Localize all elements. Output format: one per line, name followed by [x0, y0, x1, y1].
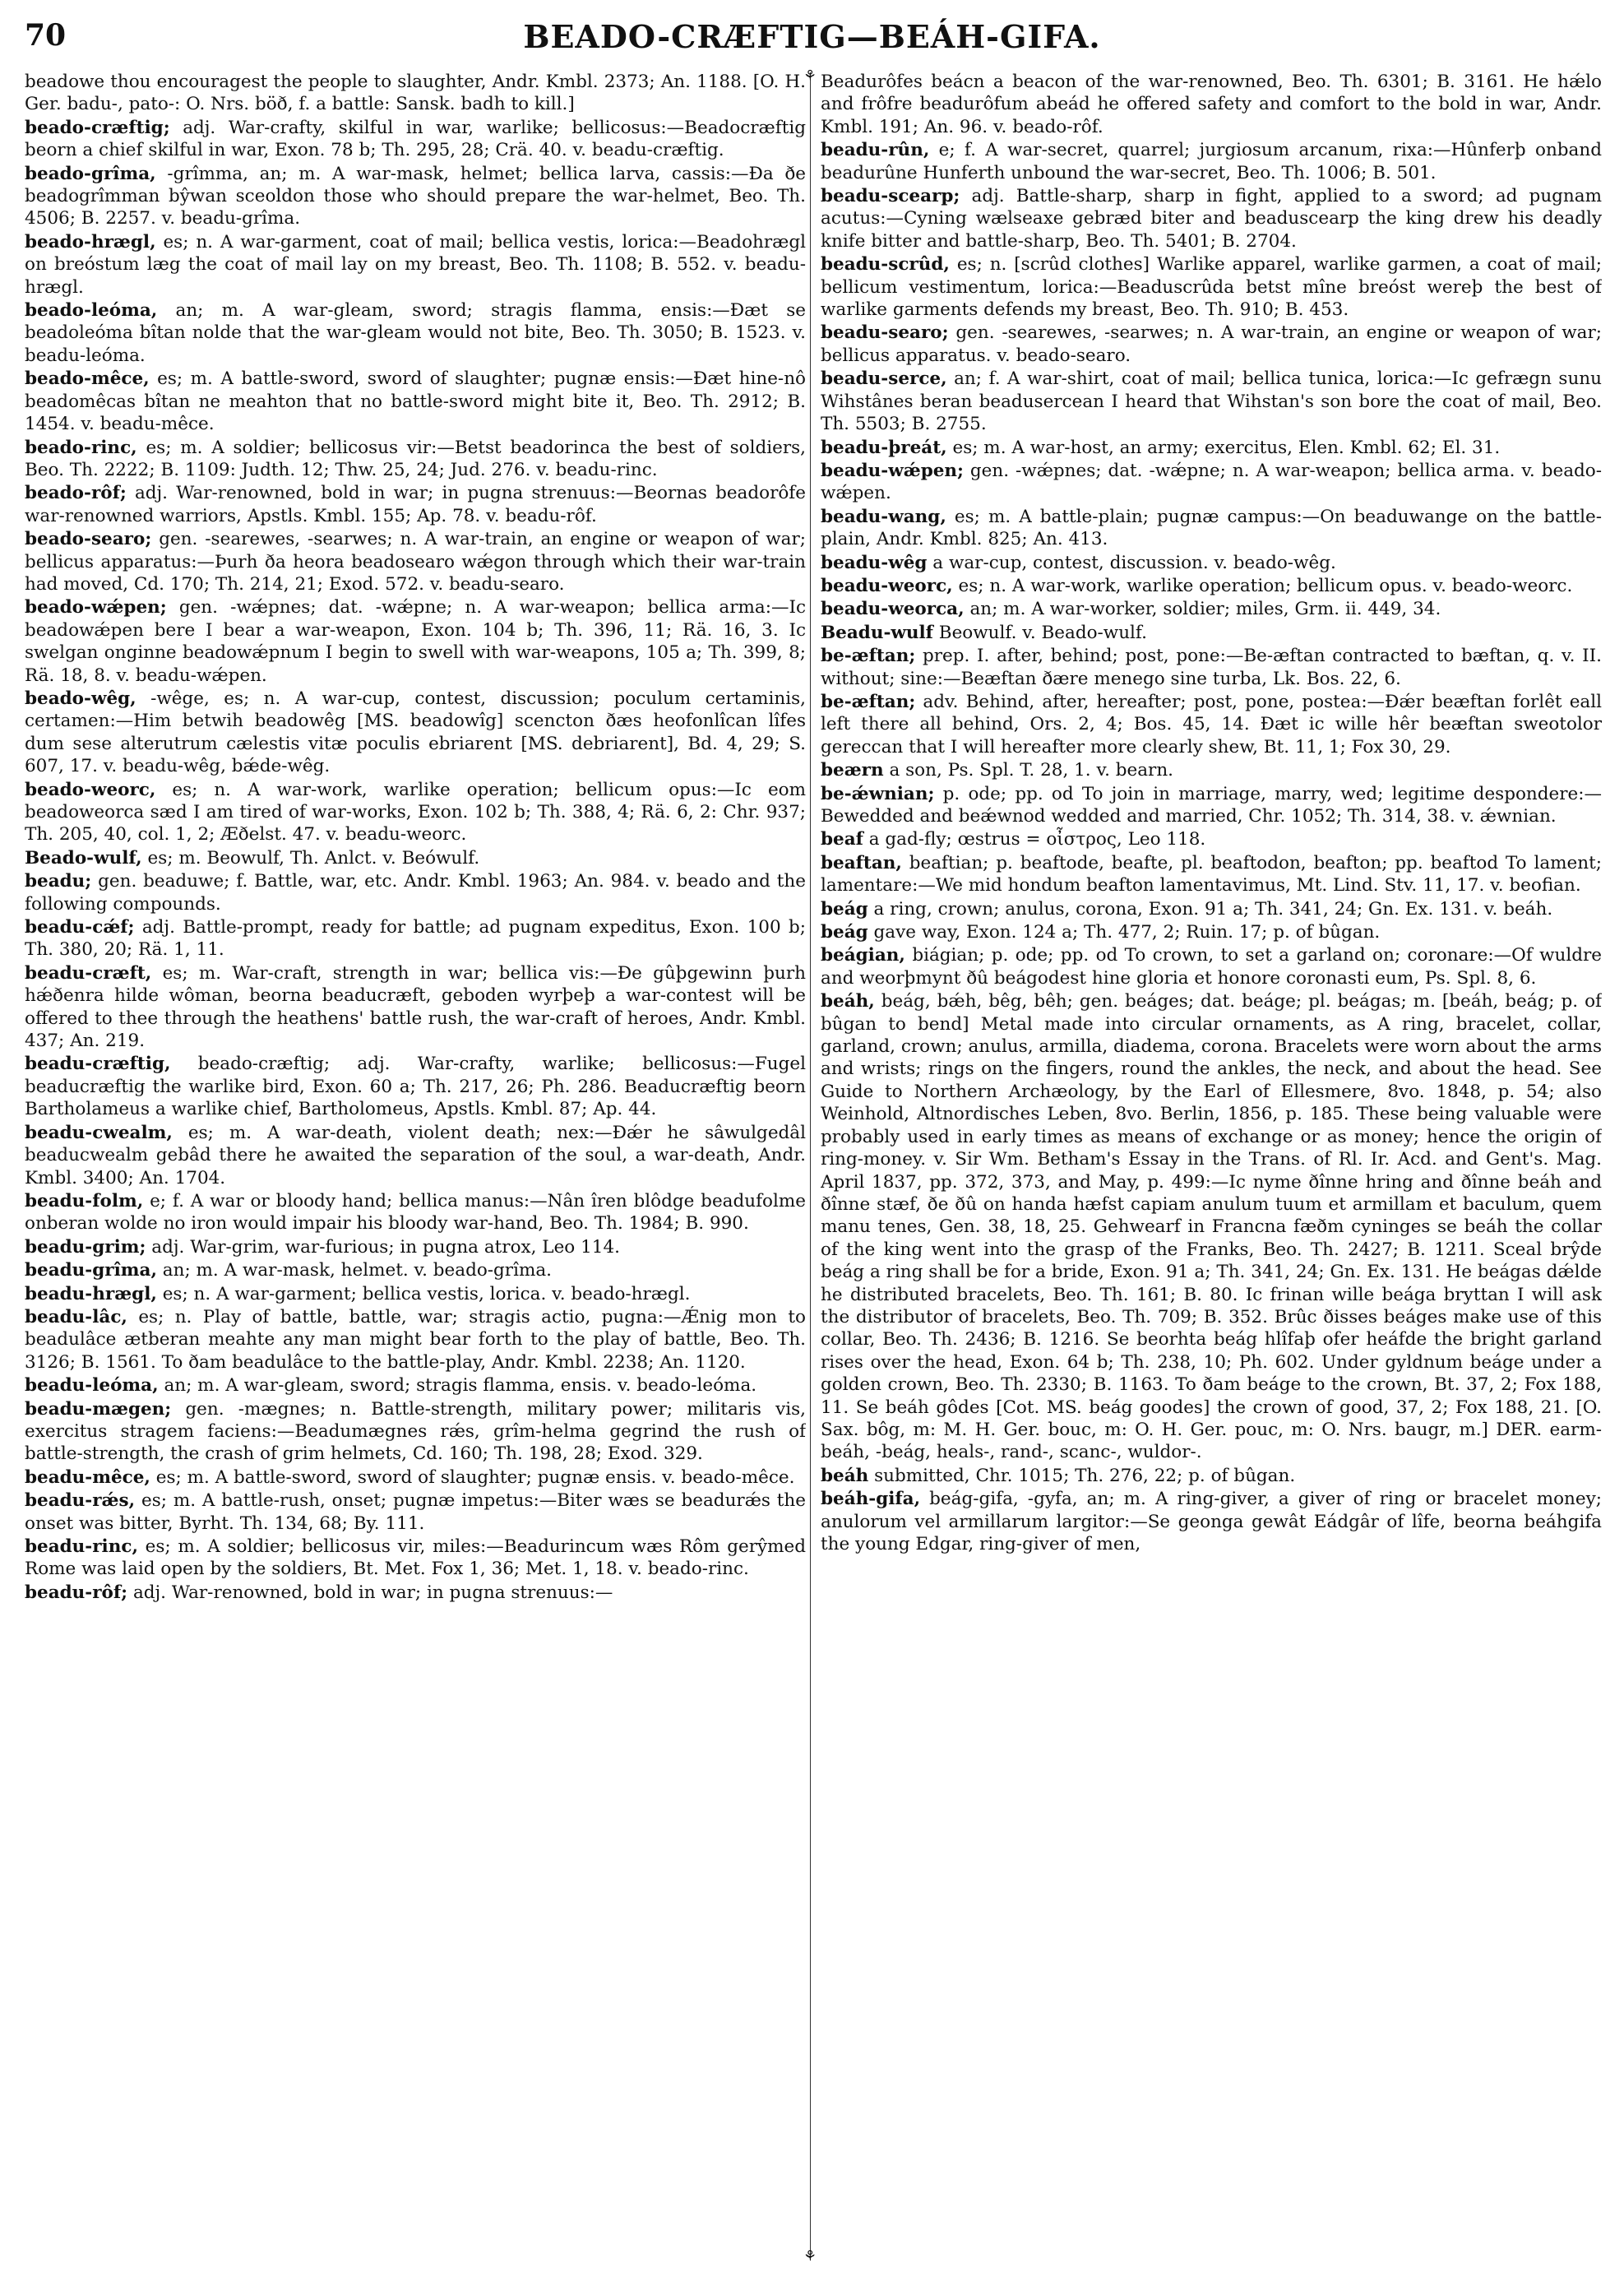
dictionary-entry	[821, 622, 1602, 644]
entry-definition: Beowulf. v. Beado-wulf.	[938, 622, 1147, 643]
dictionary-entry	[25, 1259, 806, 1281]
entry-headword: beaftan,	[821, 852, 902, 873]
dictionary-entry	[25, 688, 806, 778]
dictionary-entry	[25, 71, 806, 116]
page-header	[25, 18, 1599, 59]
dictionary-entry	[821, 645, 1602, 690]
entry-headword: be-ǽwnian;	[821, 783, 935, 804]
left-column	[25, 71, 806, 2242]
dictionary-entry	[25, 1536, 806, 1581]
entry-definition: a war-cup, contest, discussion. v. beado-wêg.	[932, 552, 1336, 573]
entry-headword: be-æftan;	[821, 691, 916, 712]
dictionary-entry	[821, 437, 1602, 459]
dictionary-entry	[25, 847, 806, 869]
entry-definition: gen. -wǽpnes; dat. -wǽpne; n. A war-weapon; bellica arma:—Ic beadowǽpen bere I bear a war-weapon, Exon. 104 b; Th. 396, 11; Rä. 16, 3. Ic swelgan onginne beadowǽpnum I begin to swell with war-weapons, 105 a; Th. 399, 8; Rä. 18, 8. v. beadu-wǽpen.	[25, 597, 806, 686]
dictionary-entry	[25, 1374, 806, 1397]
entry-definition: es; m. A soldier; bellicosus vir:—Betst beadorinca the best of soldiers, Beo. Th. 2222; B. 1109: Judth. 12; Thw. 25, 24; Jud. 276. v. beadu-rinc.	[25, 437, 806, 480]
dictionary-entry	[821, 71, 1602, 138]
dictionary-entry	[25, 1122, 806, 1189]
dictionary-entry	[821, 783, 1602, 828]
entry-definition: beág, bǽh, bêg, bêh; gen. beáges; dat. beáge; pl. beágas; m. [beáh, beág; p. of bûgan to bend] Metal made into circular ornaments, as A ring, bracelet, collar, garland, crown; anulus, armilla, diadema, corona. Bracelets were worn about the arms and wrists; rings on the fingers, round the ankles, the neck, and about the head. See Guide to Northern Archæology, by the Earl of Ellesmere, 8vo. 1848, p. 54; also Weinhold, Altnordisches Leben, 8vo. Berlin, 1856, p. 185. These being valuable were probably used in early times as means of exchange or as money; hence the origin of ring-money. v. Sir Wm. Betham's Essay in the Trans. of Rl. Ir. Acd. and Gent's. Mag. April 1837, pp. 372, 373, and May, p. 499:—Ic nyme ðînne hring and ðînne beáh and ðînne stæf, ðe ðû on handa hæfst capiam anulum tuum et armillam et baculum, quem manu tenes, Gen. 38, 18, 25. Gehwearf in Francna fæðm cyninges se beáh the collar of the king went into the grasp of the Franks, Beo. Th. 2427; B. 1211. Sceal brŷde beág a ring shall be for a bride, Exon. 91 a; Th. 341, 24; Gn. Ex. 131. He beágas dǽlde he distributed bracelets, Beo. Th. 161; B. 80. Ic frinan wille beága bryttan I will ask the distributor of bracelets, Beo. Th. 709; B. 352. Brûc ðisses beáges make use of this collar, Beo. Th. 2436; B. 1216. Se beorhta beág hlîfaþ ofer heáfde the bright garland rises over the head, Exon. 64 b; Th. 238, 10; Ph. 602. Under gyldnum beáge under a golden crown, Beo. Th. 2330; B. 1163. To ðam beáge to the crown, Bt. 37, 2; Fox 188, 11. Se beáh gôdes [Cot. MS. beág goodes] the crown of good, 37, 2; Fox 188, 21. [O. Sax. bôg, m: M. H. Ger. bouc, m: O. H. Ger. pouc, m: O. Nrs. baugr, m.] DER. earm-beáh, -beág, heals-, rand-, scanc-, wuldor-.	[821, 991, 1602, 1463]
entry-definition: adj. Battle-prompt, ready for battle; ad pugnam expeditus, Exon. 100 b; Th. 380, 20; Rä. 1, 11.	[25, 917, 806, 961]
entry-definition: e; f. A war-secret, quarrel; jurgiosum arcanum, rixa:—Hûnferþ onband beadurûne Hunferth unbound the war-secret, Beo. Th. 1006; B. 501.	[821, 140, 1602, 183]
entry-headword: beado-wêg,	[25, 688, 136, 709]
entry-headword: beadu-rinc,	[25, 1536, 138, 1557]
entry-headword: beado-wǽpen;	[25, 597, 167, 618]
entry-definition: a son, Ps. Spl. T. 28, 1. v. bearn.	[889, 760, 1174, 781]
entry-headword: beáh,	[821, 991, 875, 1012]
entry-definition: an; m. A war-mask, helmet. v. beado-grîma.	[162, 1260, 553, 1281]
entry-definition: biágian; p. ode; pp. od To crown, to set a garland on; coronare:—Of wuldre and weorþmynt ðû beágodest hine gloria et honore coronasti eum, Ps. Spl. 8, 6.	[821, 945, 1602, 989]
entry-headword: beadu-wǽpen;	[821, 460, 964, 481]
entry-definition: es; m. A battle-plain; pugnæ campus:—On beaduwange on the battle-plain, Andr. Kmbl. 825; An. 413.	[821, 506, 1602, 550]
entry-definition: an; f. A war-shirt, coat of mail; bellica tunica, lorica:—Ic gefrægn sunu Wihstânes beran beadusercean I heard that Wihstan's son bore the coat of mail, Beo. Th. 5503; B. 2755.	[821, 368, 1602, 435]
dictionary-entry	[821, 990, 1602, 1464]
dictionary-entry	[25, 596, 806, 687]
entry-headword: beadu-cwealm,	[25, 1122, 173, 1143]
dictionary-entry	[821, 368, 1602, 435]
dictionary-entry	[821, 460, 1602, 505]
entry-definition: adj. War-renowned, bold in war; in pugna strenuus:—	[132, 1582, 613, 1603]
ornament-top-icon: ⚘	[803, 67, 817, 85]
dictionary-entry	[25, 962, 806, 1053]
right-column	[821, 71, 1602, 2242]
dictionary-entry	[25, 163, 806, 230]
entry-definition: -grîmma, an; m. A war-mask, helmet; bellica larva, cassis:—Ða ðe beadogrîmman bŷwan sceoldon those who should prepare the war-helmet, Beo. Th. 4506; B. 2257. v. beadu-grîma.	[25, 163, 806, 229]
entry-headword: beadu-leóma,	[25, 1375, 159, 1397]
dictionary-entry	[25, 1236, 806, 1258]
entry-headword: beado-hrægl,	[25, 231, 156, 252]
dictionary-entry	[25, 870, 806, 915]
entry-headword: beadu-wang,	[821, 506, 946, 527]
entry-headword: be-æftan;	[821, 646, 916, 667]
entry-definition: adj. War-grim, war-furious; in pugna atrox, Leo 114.	[151, 1236, 620, 1258]
entry-headword: beág	[821, 898, 868, 920]
entry-definition: es; m. A battle-sword, sword of slaughter; pugnæ ensis:—Ðæt hine-nô beadomêcas bîtan ne meahton that no battle-sword might bite it, Beo. Th. 2912; B. 1454. v. beadu-mêce.	[25, 368, 806, 435]
entry-headword: beado-rinc,	[25, 437, 137, 458]
dictionary-entry	[25, 437, 806, 482]
entry-definition: es; n. A war-garment; bellica vestis, lorica. v. beado-hrægl.	[162, 1283, 691, 1304]
dictionary-entry	[821, 575, 1602, 597]
entry-definition: beado-cræftig; adj. War-crafty, warlike; bellicosus:—Fugel beaducræftig the warlike bird, Exon. 60 a; Th. 217, 26; Ph. 286. Beaducræftig beorn Bartholameus a warlike chief, Bartholomeus, Apstls. Kmbl. 87; Ap. 44.	[25, 1054, 806, 1120]
entry-headword: beadu-weorc,	[821, 575, 953, 596]
entry-headword: beadu-rûn,	[821, 140, 930, 161]
entry-definition: es; n. Play of battle, battle, war; stragis actio, pugna:—Ǽnig mon to beadulâce ætberan meahte any man might bear forth to the play of battle, Beo. Th. 3126; B. 1561. To ðam beadulâce to the battle-play, Andr. Kmbl. 2238; An. 1120.	[25, 1306, 806, 1373]
dictionary-entry	[25, 1398, 806, 1466]
entry-definition: adv. Behind, after, hereafter; post, pone, postea:—Ðǽr beæftan forlêt eall left there all behind, Ors. 2, 4; Bos. 45, 14. Ðæt ic wille hêr beæftan sweotolor gereccan that I will hereafter more clearly shew, Bt. 11, 1; Fox 30, 29.	[821, 691, 1602, 757]
ornament-bottom-icon: ⚘	[803, 2248, 817, 2265]
entry-headword: beadu-cræftig,	[25, 1054, 171, 1075]
dictionary-entry	[821, 322, 1602, 367]
dictionary-entry	[25, 368, 806, 435]
entry-definition: adj. War-crafty, skilful in war, warlike; bellicosus:—Beadocræftig beorn a chief skilful in war, Exon. 78 b; Th. 295, 28; Crä. 40. v. beadu-cræftig.	[25, 117, 806, 161]
entry-definition: beaftian; p. beaftode, beafte, pl. beaftodon, beafton; pp. beaftod To lament; lamentare:—We mid hondum beafton lamentavimus, Mt. Lind. Stv. 11, 17. v. beofian.	[821, 852, 1602, 896]
entry-definition: adj. War-renowned, bold in war; in pugna strenuus:—Beornas beadorôfe war-renowned warriors, Apstls. Kmbl. 155; Ap. 78. v. beadu-rôf.	[25, 483, 806, 526]
entry-definition: beadowe thou encouragest the people to slaughter, Andr. Kmbl. 2373; An. 1188. [O. H. Ger. badu-, pato-: O. Nrs. böð, f. a battle: Sansk. badh to kill.]	[25, 72, 806, 115]
entry-headword: beado-searo;	[25, 529, 152, 550]
entry-headword: beadu-folm,	[25, 1190, 144, 1211]
entry-headword: beadu;	[25, 871, 92, 892]
entry-definition: es; n. A war-garment, coat of mail; bellica vestis, lorica:—Beadohrægl on breóstum læg the coat of mail lay on my breast, Beo. Th. 1108; B. 552. v. beadu-hrægl.	[25, 231, 806, 298]
dictionary-entry	[821, 552, 1602, 574]
entry-headword: Beadu-wulf	[821, 622, 933, 643]
entry-headword: beadu-rǽs,	[25, 1490, 136, 1512]
entry-headword: beærn	[821, 760, 884, 781]
entry-headword: beadu-mêce,	[25, 1466, 150, 1488]
dictionary-entry	[25, 299, 806, 367]
entry-definition: es; m. Beowulf, Th. Anlct. v. Beówulf.	[147, 847, 480, 869]
entry-definition: adj. Battle-sharp, sharp in fight, applied to a sword; ad pugnam acutus:—Cyning wælseaxe gebræd biter and beaduscearp the king drew his deadly knife bitter and battle-sharp, Beo. Th. 5401; B. 2704.	[821, 186, 1602, 252]
entry-definition: gen. -searewes, -searwes; n. A war-train, an engine or weapon of war; bellicus apparatus. v. beado-searo.	[821, 322, 1602, 366]
entry-headword: beadu-hrægl,	[25, 1283, 157, 1304]
dictionary-entry	[25, 1466, 806, 1489]
entry-definition: es; m. A soldier; bellicosus vir, miles:—Beadurincum wæs Rôm gerŷmed Rome was laid open by the soldiers, Bt. Met. Fox 1, 36; Met. 1, 18. v. beado-rinc.	[25, 1536, 806, 1580]
entry-headword: beado-leóma,	[25, 300, 158, 322]
dictionary-entry	[821, 691, 1602, 758]
page-title: BEADO-CRÆFTIG—BEÁH-GIFA.	[523, 18, 1101, 55]
entry-headword: beadu-weorca,	[821, 599, 965, 620]
entry-headword: beadu-cræft,	[25, 962, 152, 984]
dictionary-entry	[821, 852, 1602, 897]
dictionary-entry	[821, 944, 1602, 989]
entry-definition: Beadurôfes beácn a beacon of the war-renowned, Beo. Th. 6301; B. 3161. He hǽlo and frôfre beadurôfum abeád he offered safety and comfort to the bold in war, Andr. Kmbl. 191; An. 96. v. beado-rôf.	[821, 72, 1602, 137]
dictionary-entry	[25, 1582, 806, 1604]
entry-definition: es; n. [scrûd clothes] Warlike apparel, warlike garmen, a coat of mail; bellicum vestimentum, lorica:—Beaduscrûda betst mîne breóst wereþ the best of warlike garments defends my breast, Beo. Th. 910; B. 453.	[821, 254, 1602, 321]
dictionary-entry	[821, 921, 1602, 943]
column-divider	[810, 72, 811, 2260]
dictionary-entry	[821, 139, 1602, 184]
entry-definition: an; m. A war-gleam, sword; stragis flamma, ensis. v. beado-leóma.	[164, 1375, 757, 1397]
dictionary-entry	[25, 117, 806, 162]
entry-headword: beág	[821, 922, 868, 943]
entry-headword: beadu-lâc,	[25, 1306, 127, 1327]
entry-headword: beado-rôf;	[25, 483, 127, 504]
entry-headword: beadu-þreát,	[821, 437, 947, 458]
entry-definition: gen. -wǽpnes; dat. -wǽpne; n. A war-weapon; bellica arma. v. beado-wǽpen.	[821, 460, 1602, 504]
page-number: 70	[25, 18, 67, 53]
dictionary-entry	[25, 916, 806, 961]
entry-definition: es; n. A war-work, warlike operation; bellicum opus. v. beado-weorc.	[958, 575, 1573, 596]
entry-definition: gen. beaduwe; f. Battle, war, etc. Andr. Kmbl. 1963; An. 984. v. beado and the following compounds.	[25, 871, 806, 915]
entry-headword: beadu-cǽf;	[25, 917, 135, 938]
dictionary-entry	[25, 1489, 806, 1535]
entry-headword: beadu-grim;	[25, 1236, 146, 1258]
dictionary-entry	[25, 779, 806, 846]
entry-definition: es; m. A battle-rush, onset; pugnæ impetus:—Biter wæs se beadurǽs the onset was bitter, Byrht. Th. 134, 68; By. 111.	[25, 1490, 806, 1534]
entry-definition: an; m. A war-gleam, sword; stragis flamma, ensis:—Ðæt se beadoleóma bîtan nolde that the war-gleam would not bite, Beo. Th. 3050; B. 1523. v. beadu-leóma.	[25, 300, 806, 366]
entry-headword: beaf	[821, 829, 863, 850]
dictionary-entry	[821, 759, 1602, 781]
entry-definition: prep. I. after, behind; post, pone:—Be-æftan contracted to bæftan, q. v. II. without; sine:—Beæftan ðære menego sine turba, Lk. Bos. 22, 6.	[821, 646, 1602, 689]
entry-headword: beadu-grîma,	[25, 1260, 157, 1281]
entry-definition: p. ode; pp. od To join in marriage, marry, wed; legitime despondere:—Bewedded and beǽwnod wedded and married, Chr. 1052; Th. 314, 38. v. ǽwnian.	[821, 783, 1602, 827]
dictionary-entry	[25, 1283, 806, 1305]
entry-headword: beadu-scrûd,	[821, 254, 950, 276]
entry-headword: beadu-serce,	[821, 368, 947, 390]
dictionary-entry	[25, 528, 806, 595]
dictionary-entry	[25, 1190, 806, 1235]
dictionary-entry	[25, 1053, 806, 1120]
entry-headword: beáh-gifa,	[821, 1489, 921, 1510]
entry-headword: beadu-mægen;	[25, 1398, 172, 1420]
entry-headword: beado-weorc,	[25, 779, 156, 800]
entry-definition: beág-gifa, -gyfa, an; m. A ring-giver, a giver of ring or bracelet money; anulorum vel armillarum largitor:—Se geonga gewât Eádgâr of lîfe, beorna beáhgifa the young Edgar, ring-giver of men,	[821, 1489, 1602, 1554]
entry-headword: Beado-wulf,	[25, 847, 142, 869]
entry-definition: es; m. A war-host, an army; exercitus, Elen. Kmbl. 62; El. 31.	[952, 437, 1501, 458]
entry-headword: beáh	[821, 1465, 869, 1486]
dictionary-entry	[821, 253, 1602, 321]
dictionary-entry	[25, 1306, 806, 1374]
entry-definition: es; m. A war-death, violent death; nex:—Ðǽr he sâwulgedâl beaducwealm gebâd there he awaited the separation of the soul, a war-death, Andr. Kmbl. 3400; An. 1704.	[25, 1122, 806, 1188]
dictionary-entry	[821, 506, 1602, 551]
entry-headword: beadu-searo;	[821, 322, 949, 344]
entry-headword: beadu-wêg	[821, 552, 928, 573]
entry-definition: gen. -mægnes; n. Battle-strength, military power; militaris vis, exercitus stragem faciens:—Beadumægnes rǽs, grîm-helma gegrind the rush of battle-strength, the crash of grim helmets, Cd. 160; Th. 198, 28; Exod. 329.	[25, 1398, 806, 1465]
dictionary-entry	[821, 185, 1602, 252]
dictionary-entry	[821, 1488, 1602, 1555]
dictionary-entry	[821, 598, 1602, 620]
entry-definition: a gad-fly; œstrus = οἶστρος, Leo 118.	[868, 829, 1206, 850]
entry-definition: gen. -searewes, -searwes; n. A war-train, an engine or weapon of war; bellicus apparatus:—Þurh ða heora beadosearo wǽgon through which their war-train had moved, Cd. 170; Th. 214, 21; Exod. 572. v. beadu-searo.	[25, 529, 806, 595]
entry-definition: submitted, Chr. 1015; Th. 276, 22; p. of bûgan.	[874, 1465, 1296, 1486]
entry-definition: an; m. A war-worker, soldier; miles, Grm. ii. 449, 34.	[969, 599, 1441, 620]
entry-definition: e; f. A war or bloody hand; bellica manus:—Nân îren blôdge beadufolme onberan wolde no iron would impair his bloody war-hand, Beo. Th. 1984; B. 990.	[25, 1190, 806, 1235]
entry-definition: es; m. A battle-sword, sword of slaughter; pugnæ ensis. v. beado-mêce.	[155, 1466, 795, 1488]
entry-definition: -wêge, es; n. A war-cup, contest, discussion; poculum certaminis, certamen:—Him betwih beadowêg [MS. beadowîg] scencton ðæs heofonlîcan lîfes dum sese alterutrum cælestis vitæ poculis ebriarent [MS. debriarent], Bd. 4, 29; S. 607, 17. v. beadu-wêg, bǽde-wêg.	[25, 688, 806, 777]
entry-headword: beado-grîma,	[25, 163, 156, 184]
dictionary-entry	[25, 482, 806, 527]
dictionary-entry	[25, 231, 806, 299]
entry-headword: beágian,	[821, 945, 905, 966]
entry-definition: es; n. A war-work, warlike operation; bellicum opus:—Ic eom beadoweorca sæd I am tired of war-works, Exon. 102 b; Th. 388, 4; Rä. 6, 2: Chr. 937; Th. 205, 40, col. 1, 2; Æðelst. 47. v. beadu-weorc.	[25, 779, 806, 845]
entry-headword: beado-mêce,	[25, 368, 150, 390]
entry-headword: beado-cræftig;	[25, 117, 170, 138]
entry-headword: beadu-scearp;	[821, 186, 960, 207]
dictionary-entry	[821, 898, 1602, 920]
entry-definition: gave way, Exon. 124 a; Th. 477, 2; Ruin. 17; p. of bûgan.	[873, 922, 1381, 943]
dictionary-entry	[821, 828, 1602, 850]
entry-definition: a ring, crown; anulus, corona, Exon. 91 a; Th. 341, 24; Gn. Ex. 131. v. beáh.	[873, 898, 1553, 920]
entry-headword: beadu-rôf;	[25, 1582, 128, 1603]
dictionary-entry	[821, 1465, 1602, 1487]
entry-definition: es; m. War-craft, strength in war; bellica vis:—Ðe gûþgewinn þurh hǽðenra hilde wôman, beorna beaducræft, geboden wyrþeþ a war-contest will be offered to thee through the heathens' battle rush, the war-craft of heroes, Andr. Kmbl. 437; An. 219.	[25, 962, 806, 1052]
